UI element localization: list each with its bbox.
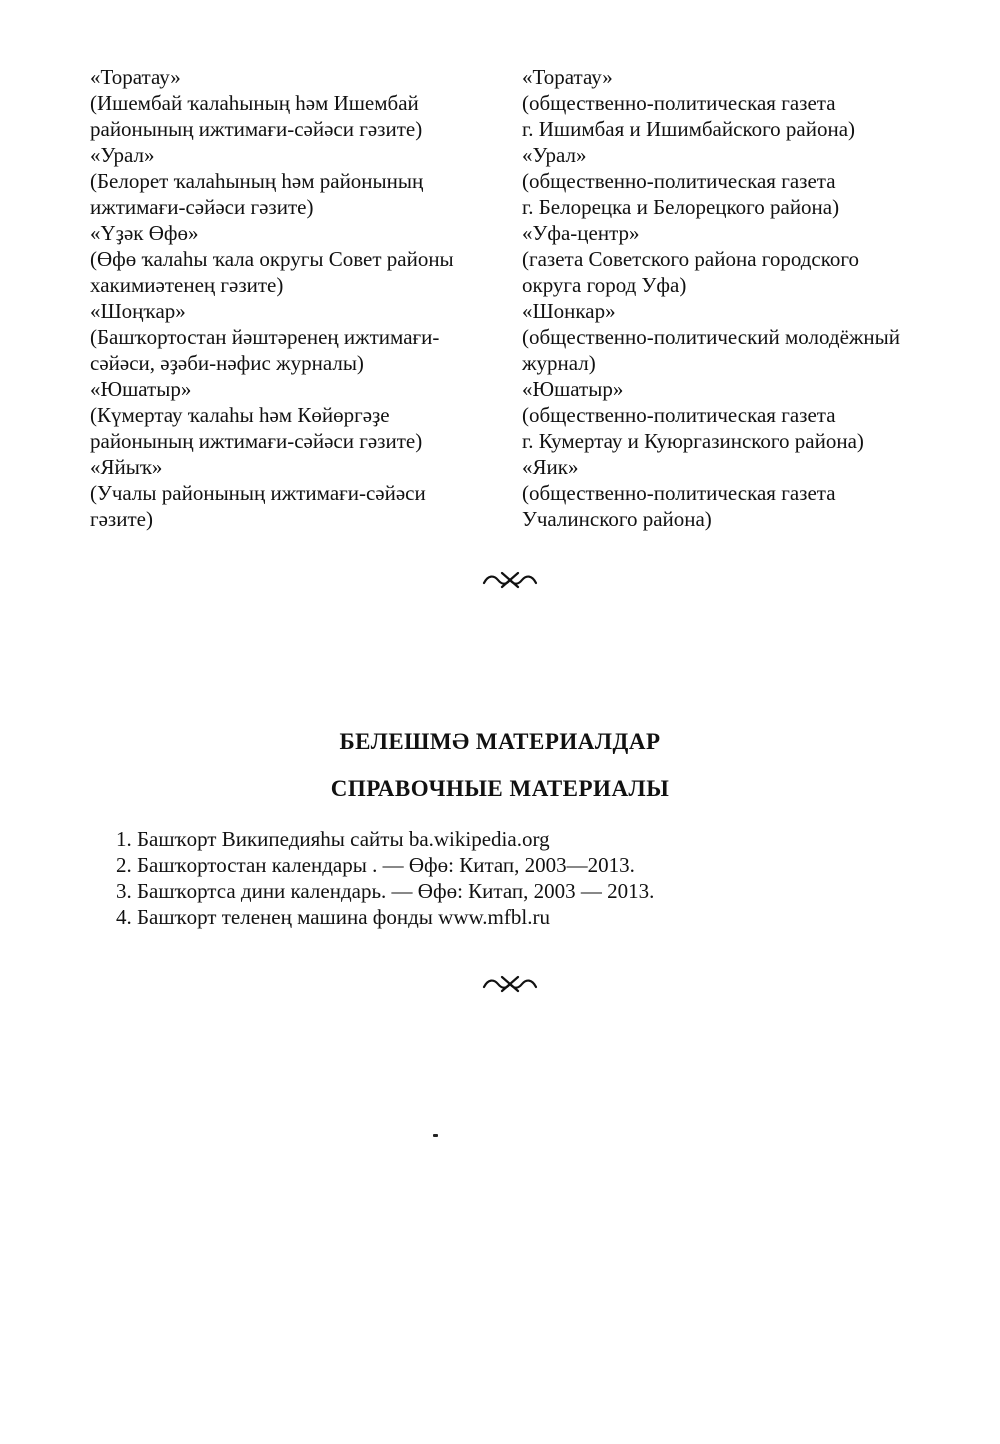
reference-item: 3. Башҡортса дини календарь. — Өфө: Китап, 2003 — 2013. bbox=[116, 879, 655, 903]
publication-title: «Урал» bbox=[522, 143, 587, 167]
publication-description: (общественно-политическая газета г. Белорецка и Белорецкого района) bbox=[522, 169, 840, 219]
publication-entry bbox=[90, 64, 500, 142]
publication-title: «Юшатыр» bbox=[522, 377, 624, 401]
reference-item: 1. Башҡорт Википедияһы сайты ba.wikipedia.org bbox=[116, 827, 550, 851]
publication-entry bbox=[90, 142, 500, 220]
section-heading-bashkir: БЕЛЕШМӘ МАТЕРИАЛДАР bbox=[339, 729, 661, 754]
publication-entry bbox=[522, 298, 942, 376]
publication-title: «Юшатыр» bbox=[90, 377, 192, 401]
publication-entry bbox=[522, 142, 942, 220]
publication-entry bbox=[522, 64, 942, 142]
publication-description: (общественно-политическая газета г. Ишимбая и Ишимбайского района) bbox=[522, 91, 856, 141]
reference-item: 2. Башҡортостан календары . — Өфө: Китап, 2003—2013. bbox=[116, 853, 635, 877]
publication-entry bbox=[522, 454, 942, 532]
publication-title: «Шонкар» bbox=[522, 299, 616, 323]
publication-title: «Урал» bbox=[90, 143, 155, 167]
publication-title: «Үҙәк Өфө» bbox=[90, 221, 199, 245]
russian-publications-column bbox=[522, 64, 942, 532]
ornament-divider-icon bbox=[480, 568, 540, 592]
publication-title: «Торатау» bbox=[522, 65, 613, 89]
reference-item: 4. Башҡорт теленең машина фонды www.mfbl.ru bbox=[116, 905, 550, 929]
publication-description: (Башҡортостан йәштәренең ижтимағи- сәйәси, әҙәби-нәфис журналы) bbox=[90, 325, 440, 375]
publication-description: (Ишембай ҡалаһының һәм Ишембай районының ижтимағи-сәйәси гәзите) bbox=[90, 91, 423, 141]
publication-description: (Белорет ҡалаһының һәм районының ижтимағи-сәйәси гәзите) bbox=[90, 169, 424, 219]
publication-description: (общественно-политическая газета Учалинского района) bbox=[522, 481, 836, 531]
publication-description: (газета Советского района городского округа город Уфа) bbox=[522, 247, 859, 297]
publication-title: «Яйыҡ» bbox=[90, 455, 163, 479]
ornament-divider-icon bbox=[480, 972, 540, 996]
publication-title: «Торатау» bbox=[90, 65, 181, 89]
publication-description: (общественно-политическая газета г. Кумертау и Куюргазинского района) bbox=[522, 403, 864, 453]
reference-list bbox=[116, 826, 916, 930]
publication-entry bbox=[522, 376, 942, 454]
publication-entry bbox=[522, 220, 942, 298]
publication-entry bbox=[90, 376, 500, 454]
section-heading-russian: СПРАВОЧНЫЕ МАТЕРИАЛЫ bbox=[330, 776, 670, 801]
print-speck bbox=[433, 1134, 438, 1137]
publication-entry bbox=[90, 298, 500, 376]
publication-entry bbox=[90, 220, 500, 298]
publication-entry bbox=[90, 454, 500, 532]
publication-title: «Уфа-центр» bbox=[522, 221, 640, 245]
publication-description: (Өфө ҡалаһы ҡала округы Совет районы хакимиәтенең гәзите) bbox=[90, 247, 454, 297]
publication-title: «Шоңҡар» bbox=[90, 299, 186, 323]
publication-description: (Учалы районының ижтимағи-сәйәси гәзите) bbox=[90, 481, 426, 531]
publication-description: (Күмертау ҡалаһы һәм Көйөргәҙе районының ижтимағи-сәйәси гәзите) bbox=[90, 403, 423, 453]
bashkir-publications-column bbox=[90, 64, 500, 532]
publication-title: «Яик» bbox=[522, 455, 579, 479]
publication-description: (общественно-политический молодёжный журнал) bbox=[522, 325, 901, 375]
